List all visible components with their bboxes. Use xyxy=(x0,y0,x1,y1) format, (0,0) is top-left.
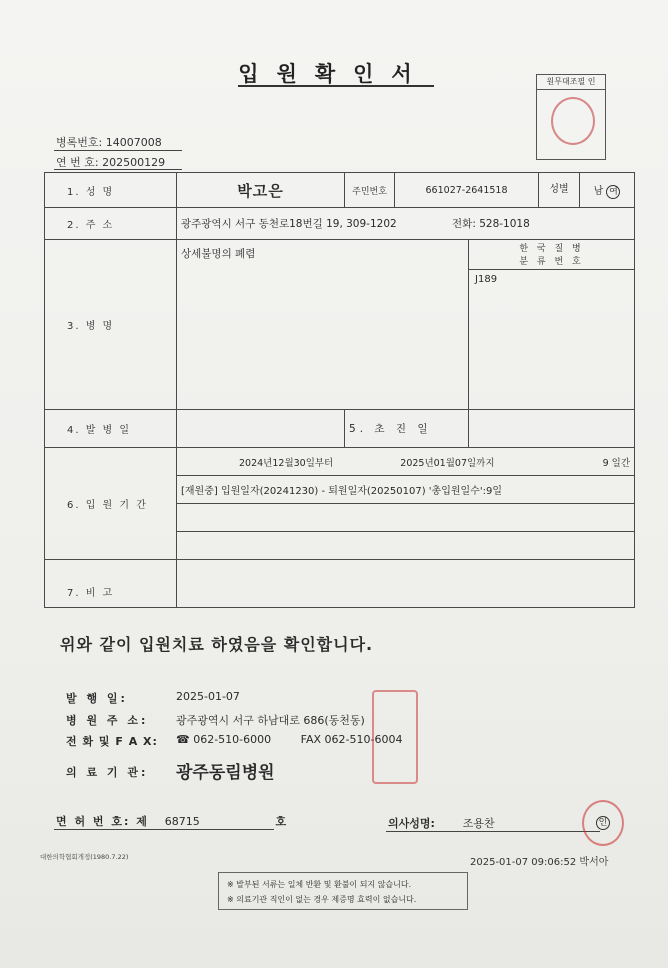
sex-male: 남 xyxy=(593,185,604,197)
form-reference: 대한의학협회개정(1980.7.22) xyxy=(40,853,129,861)
sex-cell xyxy=(539,173,635,208)
notice-line-2: ※ 의료기관 직인이 없는 경우 제증명 효력이 없습니다. xyxy=(227,895,417,904)
patient-name: 박고은 xyxy=(177,173,345,208)
remarks-label: 7. 비 고 xyxy=(45,560,177,608)
serial-number-underline xyxy=(54,169,182,170)
sex-female-circled: 여 xyxy=(606,185,620,199)
record-number-row xyxy=(56,134,162,150)
issue-date: 2025-01-07 xyxy=(176,690,240,703)
resident-no-label: 주민번호 xyxy=(345,173,395,208)
stamp-box-label: 원무대조필 인 xyxy=(537,75,605,90)
record-number-label: 병록번호: xyxy=(56,136,103,149)
license-underline xyxy=(54,829,274,830)
sex-options xyxy=(580,182,634,199)
patient-phone: 528-1018 xyxy=(479,218,530,230)
fax-label: FAX xyxy=(300,733,322,746)
period-from: 2024년12월30일부터 xyxy=(239,457,334,469)
name-row xyxy=(45,173,635,208)
address-label: 2. 주 소 xyxy=(45,208,177,240)
hospital-seal-icon xyxy=(372,690,418,784)
license-row xyxy=(56,813,288,829)
verification-seal-icon xyxy=(551,97,595,145)
kcd-header-line-2: 분 류 번 호 xyxy=(519,257,584,267)
seal-mark: 인 xyxy=(596,816,610,830)
issue-date-label: 발 행 일: xyxy=(66,692,128,705)
record-number: 14007008 xyxy=(105,136,162,149)
print-info xyxy=(470,853,608,868)
onset-value xyxy=(177,410,345,448)
first-visit-label: 5. 초 진 일 xyxy=(345,410,469,448)
hospital-fax: 062-510-6004 xyxy=(324,733,403,746)
resident-number: 661027-2641518 xyxy=(395,173,539,208)
blank-cell xyxy=(177,532,635,560)
admission-label: 6. 입 원 기 간 xyxy=(45,448,177,560)
kcd-cell xyxy=(469,240,635,410)
doctor-name: 조용찬 xyxy=(462,817,495,830)
sex-label: 성별 xyxy=(539,173,580,207)
name-label: 1. 성 명 xyxy=(45,173,177,208)
disease-name: 상세불명의 폐렴 xyxy=(177,240,469,410)
confirmation-text: 위와 같이 입원치료 하였음을 확인합니다. xyxy=(60,635,374,654)
license-label: 면 허 번 호: 제 xyxy=(56,815,149,828)
license-number: 68715 xyxy=(164,815,200,828)
serial-number-row xyxy=(56,154,165,170)
verification-stamp-box xyxy=(536,74,606,160)
onset-label: 4. 발 병 일 xyxy=(45,410,177,448)
notice-line-1: ※ 발부된 서류는 일체 반환 및 환불이 되지 않습니다. xyxy=(227,880,412,889)
document-title: 입원확인서 xyxy=(238,62,430,86)
disease-label: 3. 병 명 xyxy=(45,240,177,410)
first-visit-value xyxy=(469,410,635,448)
doctor-label: 의사성명: xyxy=(388,817,435,830)
phone-icon: ☎ xyxy=(176,733,190,746)
phone-label: 전화: xyxy=(452,218,476,230)
patient-address: 광주광역시 서구 동천로18번길 19, 309-1202 xyxy=(181,218,397,230)
hospital-address: 광주광역시 서구 하남대로 686(동천동) xyxy=(176,714,365,727)
printed-by: 박서아 xyxy=(579,857,609,868)
record-number-underline xyxy=(54,150,182,151)
address-cell xyxy=(177,208,635,240)
period-days: 9 일간 xyxy=(602,457,631,469)
doctor-row xyxy=(388,815,495,831)
title-underline xyxy=(238,85,434,87)
doctor-underline xyxy=(386,831,600,832)
hospital-phone: 062-510-6000 xyxy=(193,733,272,746)
admission-period-row xyxy=(45,448,635,476)
institution-label: 의 료 기 관: xyxy=(66,766,149,779)
institution-name: 광주동림병원 xyxy=(176,763,275,783)
serial-number: 202500129 xyxy=(102,156,166,169)
blank-cell xyxy=(177,504,635,532)
kcd-header xyxy=(469,240,634,270)
notice-box xyxy=(218,872,468,910)
doctor-seal-icon xyxy=(582,800,624,846)
phone-fax-label: 전 화 및 F A X: xyxy=(66,735,158,748)
license-suffix: 호 xyxy=(275,815,289,828)
serial-number-label: 연 번 호: xyxy=(56,156,99,169)
remarks-value xyxy=(177,560,635,608)
period-detail: [재원중] 입원일자(20241230) - 퇴원일자(20250107) '총입원일수':9일 xyxy=(177,476,635,504)
address-row xyxy=(45,208,635,240)
period-to: 2025년01월07일까지 xyxy=(400,457,495,469)
kcd-code: J189 xyxy=(475,274,498,285)
printed-at: 2025-01-07 09:06:52 xyxy=(470,857,577,868)
period-cell xyxy=(177,448,635,476)
admission-form-table xyxy=(44,172,635,608)
kcd-header-line-1: 한 국 질 병 xyxy=(519,244,584,254)
phone-fax-row xyxy=(176,733,402,746)
hospital-address-label: 병 원 주 소: xyxy=(66,714,149,727)
disease-row xyxy=(45,240,635,410)
onset-row xyxy=(45,410,635,448)
remarks-row xyxy=(45,560,635,608)
